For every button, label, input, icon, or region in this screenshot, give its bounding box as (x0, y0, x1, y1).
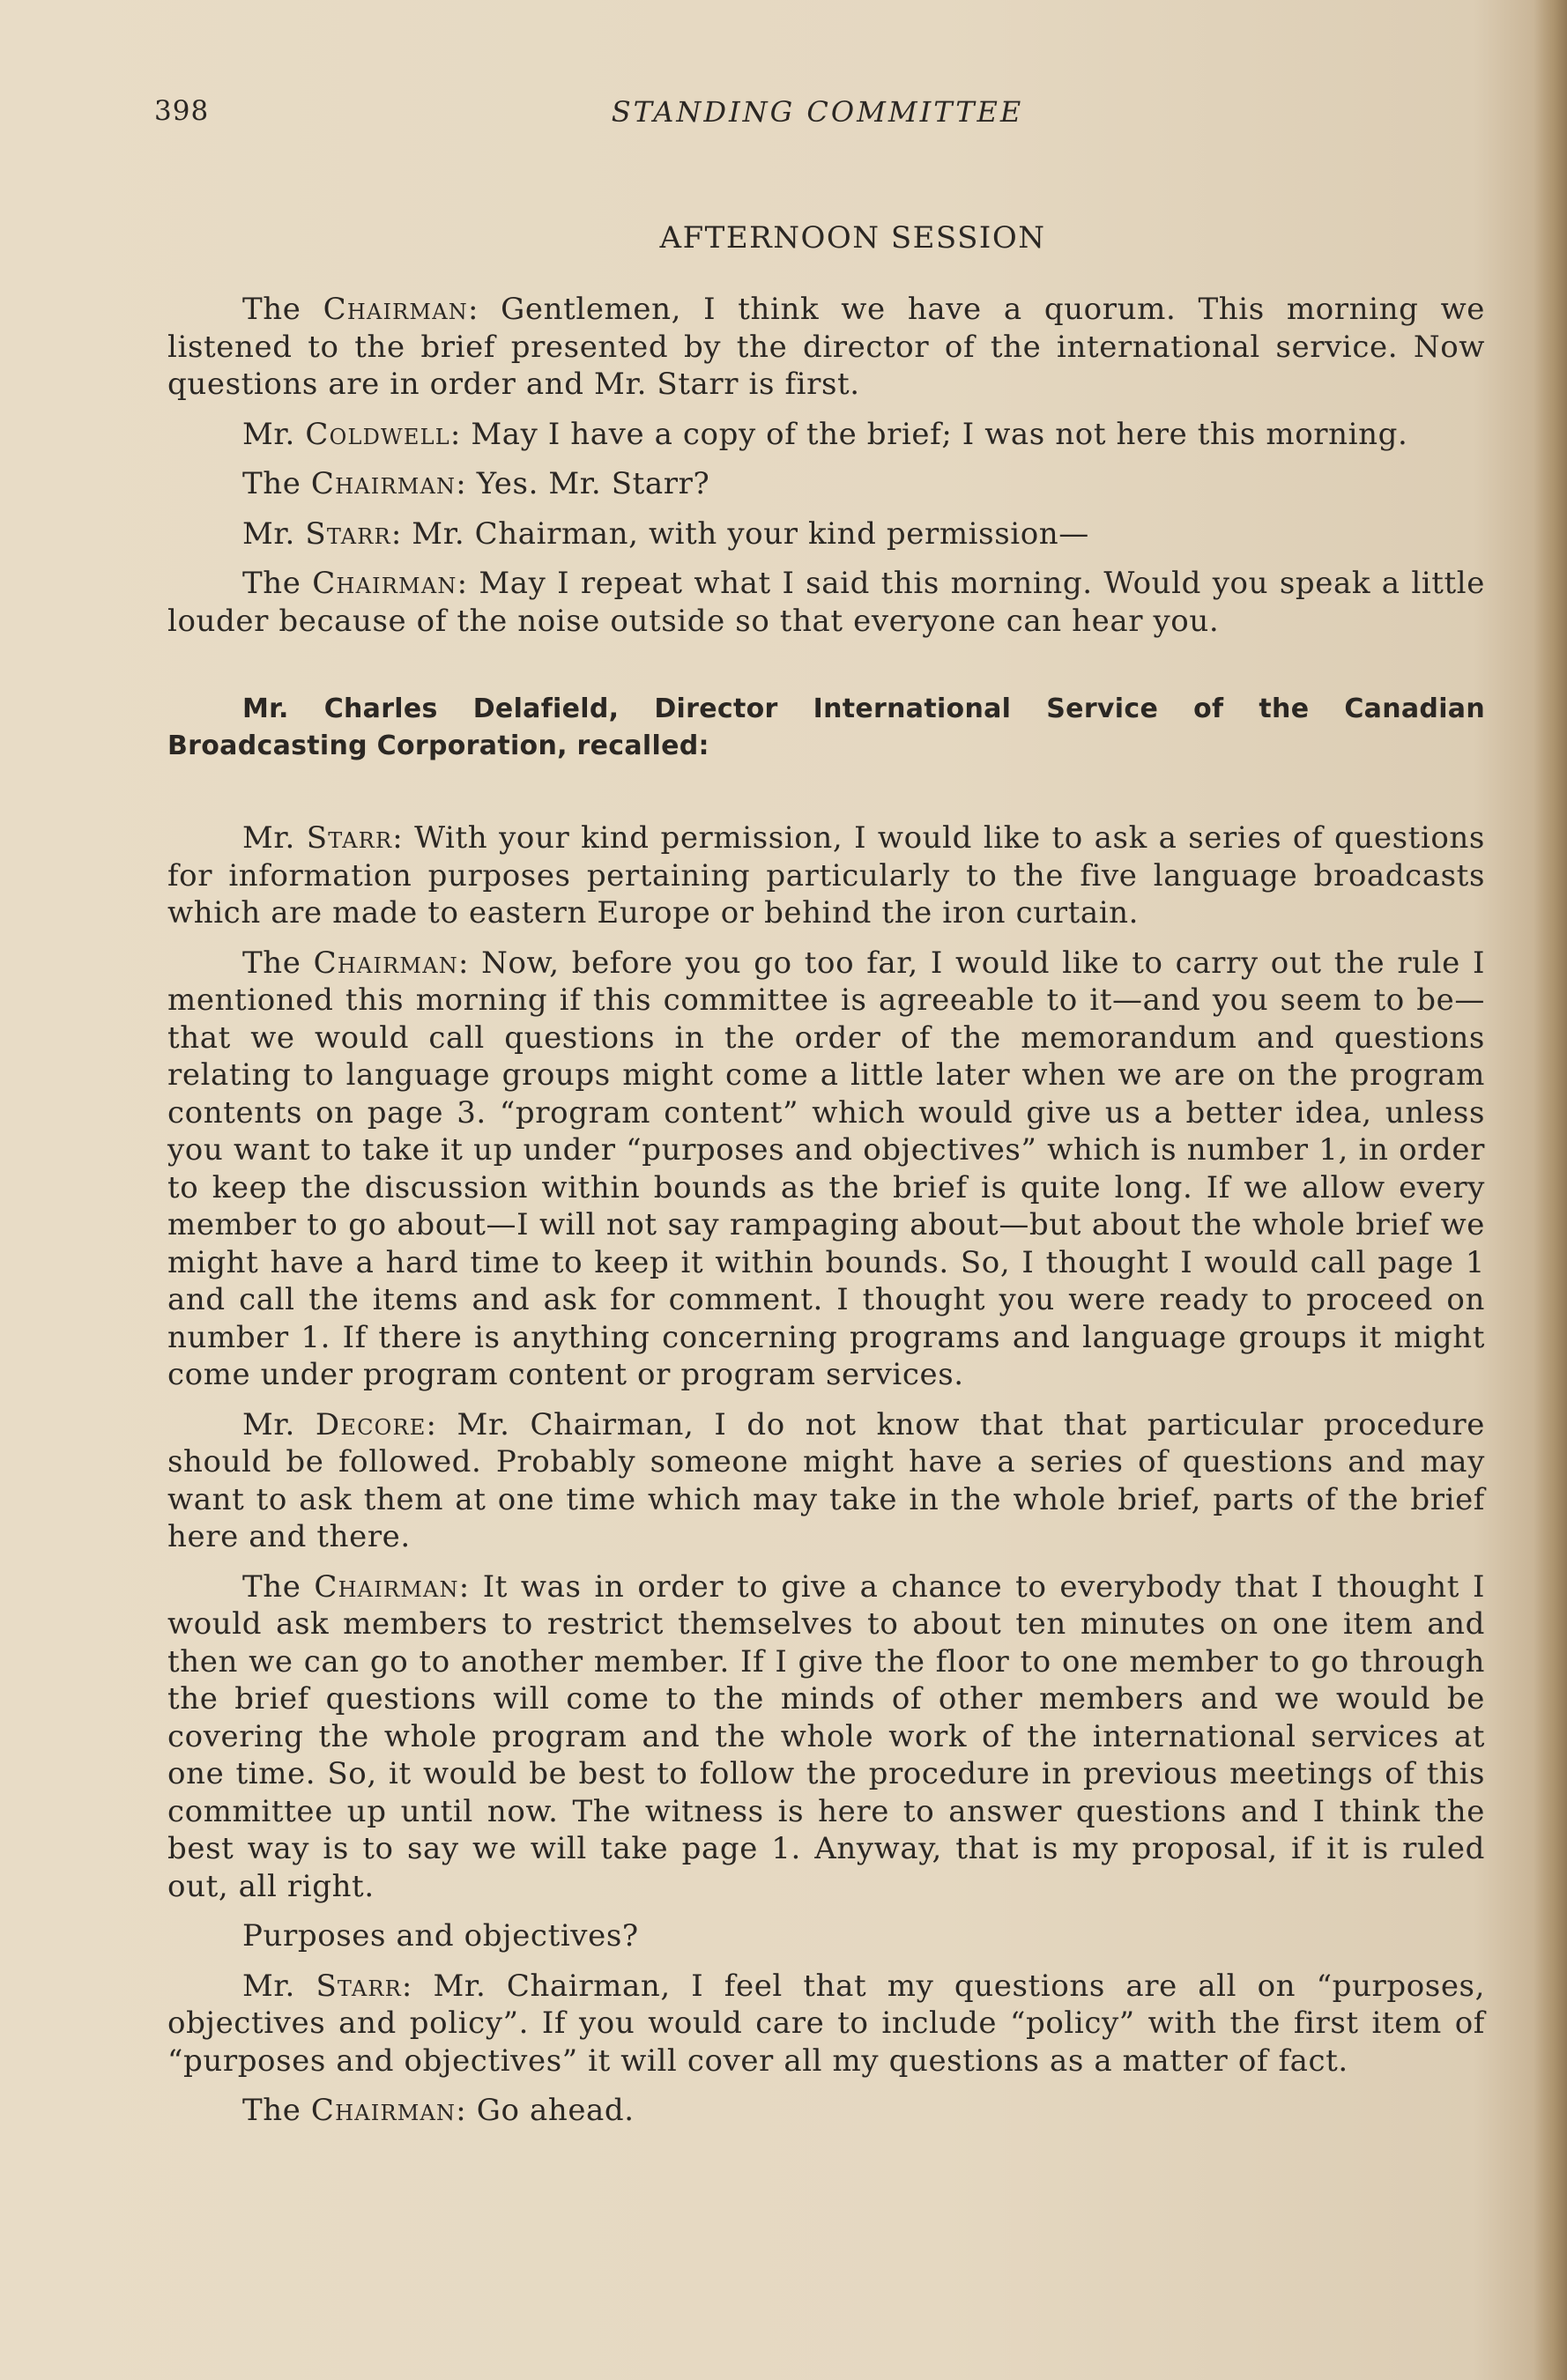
speaker-name: Starr (306, 820, 393, 856)
section-heading: AFTERNOON SESSION (659, 220, 1046, 256)
speaker-prefix: The (242, 1568, 315, 1605)
speaker-prefix: The (242, 945, 314, 981)
speaker-name: Chairman (323, 292, 468, 327)
speaker-name: Starr (305, 515, 391, 552)
page-number: 398 (154, 95, 210, 127)
speaker-prefix: Mr. (242, 416, 306, 452)
paragraph-text: : With your kind permission, I would like to ask a series of questions for information purposes pertaining particularly to the five language broadcasts which are made to eastern Europe or behind the iron curtain. (167, 820, 1485, 930)
speaker-prefix: Mr. (242, 515, 306, 552)
top-paragraphs (167, 291, 1485, 640)
paragraph-text: : Go ahead. (456, 2093, 635, 2128)
speaker-prefix: The (242, 2093, 311, 2128)
paragraph (167, 515, 1485, 553)
speaker-name: Chairman (313, 945, 458, 981)
speaker-prefix: Mr. (242, 1968, 316, 2004)
paragraph (167, 2092, 1485, 2130)
speaker-prefix: Mr. (242, 1406, 316, 1442)
paragraph (167, 819, 1485, 932)
paragraph (167, 565, 1485, 640)
paragraph (167, 1917, 1485, 1955)
paragraph (167, 465, 1485, 503)
paragraph-text: : May I repeat what I said this morning. Would you speak a little louder because of the noise outside so that everyone can hear you. (167, 566, 1485, 639)
paragraph-text: : Mr. Chairman, I feel that my questions are all on “purposes, objectives and policy”. If you would care to include “policy” with the first item of “purposes and objectives” it will cover all my questions as a matter of fact. (167, 1968, 1485, 2079)
paragraph (167, 1406, 1485, 1556)
page-header (154, 95, 1481, 139)
speaker-prefix: Mr. (242, 820, 307, 856)
paragraph (167, 291, 1485, 404)
speaker-prefix: The (242, 566, 313, 601)
paragraph (167, 416, 1485, 454)
paragraph-text: Purposes and objectives? (242, 1918, 639, 1954)
speaker-prefix: The (242, 466, 311, 501)
speaker-name: Decore (315, 1406, 427, 1442)
paragraph-text: : Mr. Chairman, with your kind permission— (390, 515, 1089, 552)
speaker-name: Chairman (314, 1568, 459, 1605)
paragraph-text: : Mr. Chairman, I do not know that that particular procedure should be followed. Probably someone might have a series of questions and may want to ask them at one time which may take in the whole brief, parts of the brief here and there. (167, 1406, 1485, 1554)
speaker-name: Coldwell (305, 416, 450, 452)
paragraph (167, 1968, 1485, 2080)
page-body (167, 220, 1485, 2142)
speaker-name: Chairman (310, 466, 457, 501)
speaker-name: Chairman (312, 566, 457, 601)
paragraph-text: : It was in order to give a chance to everybody that I thought I would ask members to restrict themselves to about ten minutes on one item and then we can go to another member. If I give the floor to one member to go through the brief questions will come to the minds of other members and we would be covering the whole program and the whole work of the international services at one time. So, it would be best to follow the procedure in previous meetings of this committee up until now. The witness is here to answer questions and I think the best way is to say we will take page 1. Anyway, that is my proposal, if it is ruled out, all right. (167, 1568, 1485, 1904)
bottom-paragraphs (167, 819, 1485, 2130)
speaker-name: Starr (316, 1968, 402, 2004)
page-edge-shadow (1534, 0, 1567, 2380)
paragraph-text: : Now, before you go too far, I would like to carry out the rule I mentioned this morning if this committee is agreeable to it—and you seem to be—that we would call questions in the order of the memorandum and questions relating to language groups might come a little later when we are on the program contents on page 3. “program content” which would give us a better idea, unless you want to take it up under “purposes and objectives” which is number 1, in order to keep the discussion within bounds as the brief is quite long. If we allow every member to go about—I will not say rampaging about—but about the whole brief we might have a hard time to keep it within bounds. So, I thought I would call page 1 and call the items and ask for comment. I thought you were ready to proceed on number 1. If there is anything concerning programs and language groups it might come under program content or program services. (167, 945, 1485, 1392)
witness-heading: Mr. Charles Delafield, Director International Service of the Canadian Broadcasting Corporation, recalled: (167, 693, 1485, 761)
paragraph-text: : Yes. Mr. Starr? (456, 466, 710, 501)
speaker-prefix: The (242, 292, 323, 327)
paragraph-text: : Gentlemen, I think we have a quorum. This morning we listened to the brief presented by the director of the international service. Now questions are in order and Mr. Starr is first. (167, 292, 1485, 402)
paragraph (167, 945, 1485, 1394)
paragraph-text: : May I have a copy of the brief; I was not here this morning. (449, 416, 1408, 452)
speaker-name: Chairman (310, 2093, 457, 2128)
paragraph (167, 1568, 1485, 1906)
running-head: STANDING COMMITTEE (611, 95, 1024, 129)
